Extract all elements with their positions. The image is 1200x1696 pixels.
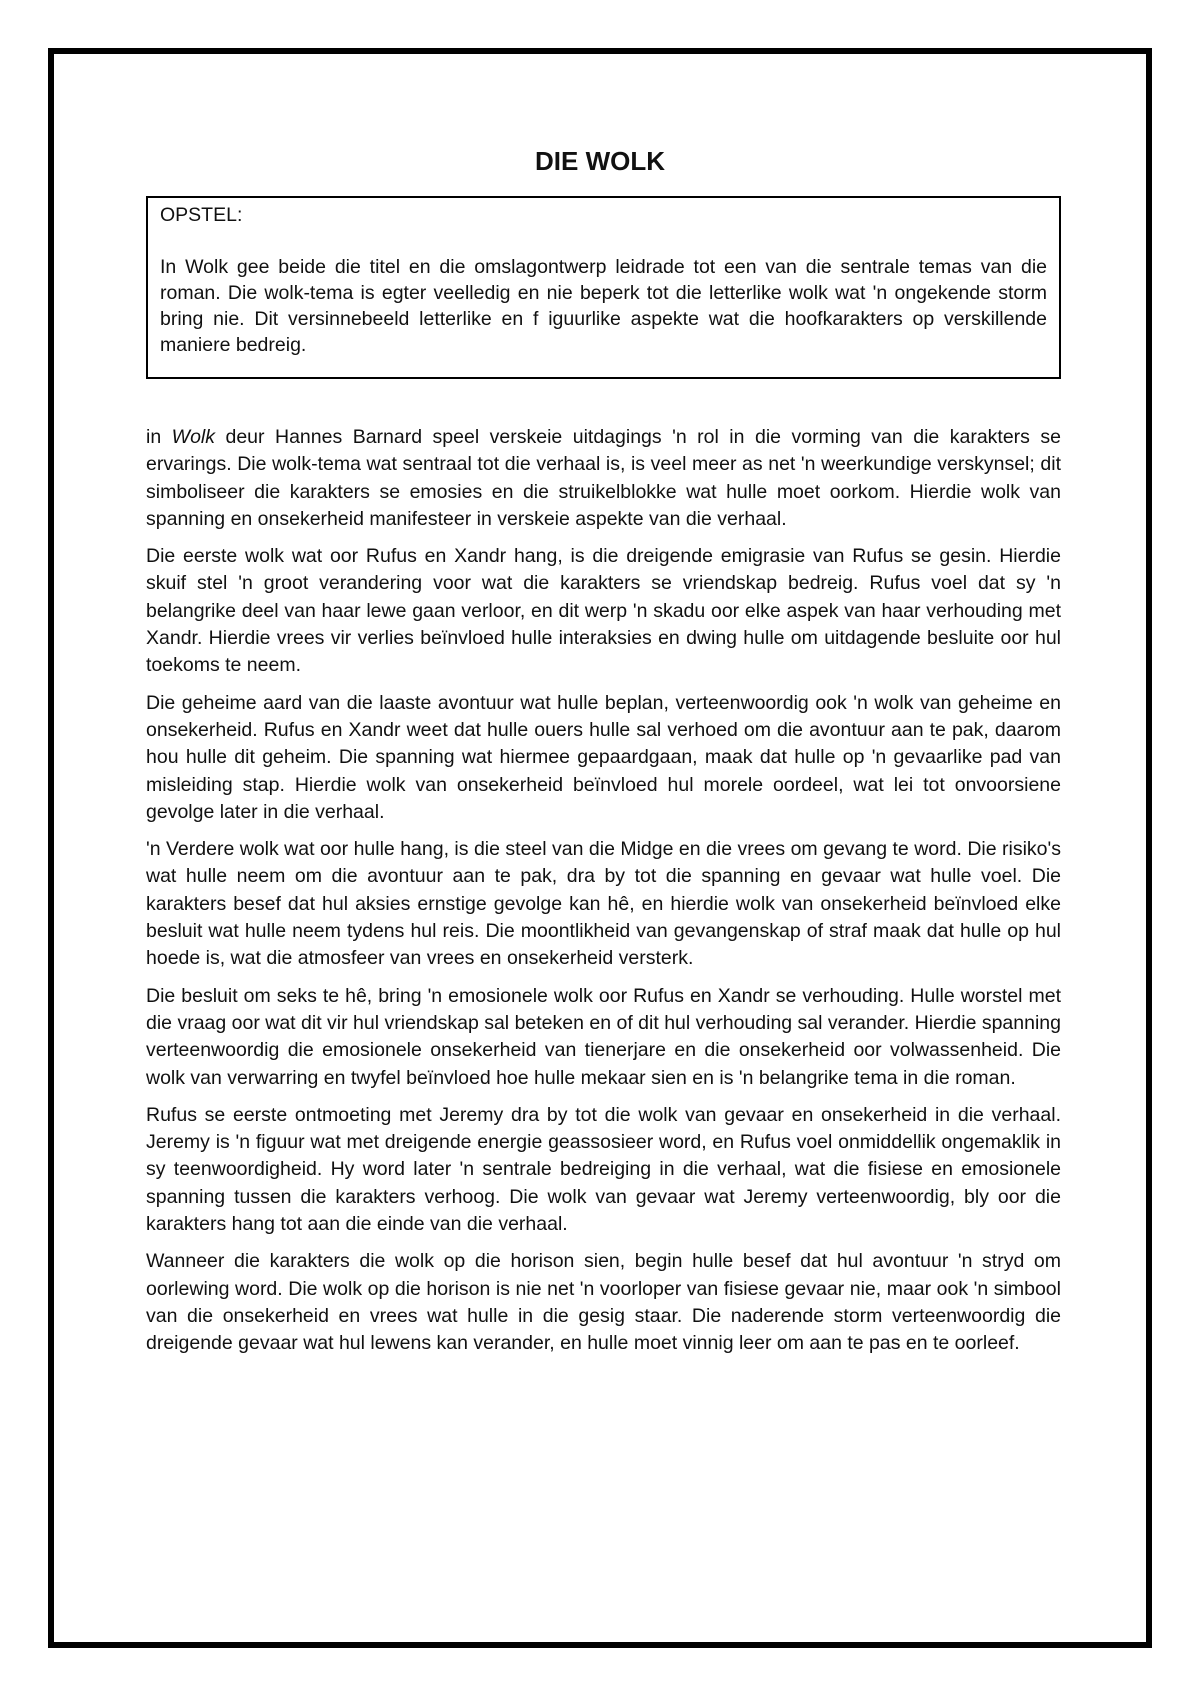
essay-prompt-box [146, 196, 1061, 379]
essay-paragraph: Die geheime aard van die laaste avontuur wat hulle beplan, verteenwoordig ook 'n wolk van geheime en onsekerheid. Rufus en Xandr weet dat hulle ouers hulle sal verhoed om die avontuur aan te pak, daarom hou hulle dit geheim. Die spanning wat hiermee gepaardgaan, maak dat hulle op 'n gevaarlike pad van misleiding stap. Hierdie wolk van onsekerheid beïnvloed hul morele oordeel, wat lei tot onvoorsiene gevolge later in die verhaal. [146, 691, 1061, 823]
page-title: DIE WOLK [535, 146, 665, 176]
essay-paragraph: Wanneer die karakters die wolk op die horison sien, begin hulle besef dat hul avontuur 'n stryd om oorlewing word. Die wolk op die horison is nie net 'n voorloper van fisiese gevaar nie, maar ook 'n simbool van die onsekerheid en vrees wat hulle in die gesig staar. Die naderende storm verteenwoordig die dreigende gevaar wat hul lewens kan verander, en hulle moet vinnig leer om aan te pas en te oorleef. [146, 1250, 1061, 1355]
essay-body [146, 424, 1061, 1368]
essay-paragraph: Rufus se eerste ontmoeting met Jeremy dra by tot die wolk van gevaar en onsekerheid in die verhaal. Jeremy is 'n figuur wat met dreigende energie geassosieer word, en Rufus voel onmiddellik ongemaklik in sy teenwoordigheid. Hy word later 'n sentrale bedreiging in die verhaal, wat die fisiese en emosionele spanning tussen die karakters verhoog. Die wolk van gevaar wat Jeremy verteenwoordig, bly oor die karakters hang tot aan die einde van die verhaal. [146, 1103, 1061, 1236]
prompt-text: In Wolk gee beide die titel en die omslagontwerp leidrade tot een van die sentrale temas van die roman. Die wolk-tema is egter veelledig en nie beperk tot die letterlike wolk wat 'n ongekende storm bring nie. Dit versinnebeeld letterlike en f iguurlike aspekte wat die hoofkarakters op verskillende maniere bedreig. [160, 256, 1047, 356]
essay-paragraph: Die eerste wolk wat oor Rufus en Xandr hang, is die dreigende emigrasie van Rufus se gesin. Hierdie skuif stel 'n groot verandering voor wat die karakters se vriendskap bedreig. Rufus voel dat sy 'n belangrike deel van haar lewe gaan verloor, en dit werp 'n skadu oor elke aspek van haar verhouding met Xandr. Hierdie vrees vir verlies beïnvloed hulle interaksies en dwing hulle om uitdagende besluite oor hul toekoms te neem. [146, 545, 1061, 677]
prompt-label: OPSTEL: [160, 204, 243, 226]
essay-paragraph: Die besluit om seks te hê, bring 'n emosionele wolk oor Rufus en Xandr se verhouding. Hulle worstel met die vraag oor wat dit vir hul vriendskap sal beteken en of dit hul verhouding sal verander. Hierdie spanning verteenwoordig die emosionele onsekerheid van tienerjare en die onsekerheid oor volwassenheid. Die wolk van verwarring en twyfel beïnvloed hoe hulle mekaar sien en is 'n belangrike tema in die roman. [146, 984, 1061, 1089]
essay-paragraph: 'n Verdere wolk wat oor hulle hang, is die steel van die Midge en die vrees om gevang te word. Die risiko's wat hulle neem om die avontuur aan te pak, dra by tot die spanning en gevaar wat hulle voel. Die karakters besef dat hul aksies ernstige gevolge kan hê, en hierdie wolk van onsekerheid beïnvloed elke besluit wat hulle neem tydens hul reis. Die moontlikheid van gevangenskap of straf maak dat hulle op hul hoede is, wat die atmosfeer van vrees en onsekerheid versterk. [146, 838, 1061, 970]
intro-prefix: in [146, 426, 172, 448]
book-title-italic: Wolk [171, 426, 216, 448]
essay-intro-paragraph [146, 424, 1061, 533]
intro-rest: deur Hannes Barnard speel verskeie uitdagings 'n rol in die vorming van die karakters se ervarings. Die wolk-tema wat sentraal tot die verhaal is, is veel meer as net 'n weerkundige verskynsel; dit simboliseer die karakters se emosies en die struikelblokke wat hulle moet oorkom. Hierdie wolk van spanning en onsekerheid manifesteer in verskeie aspekte van die verhaal. [146, 426, 1061, 530]
